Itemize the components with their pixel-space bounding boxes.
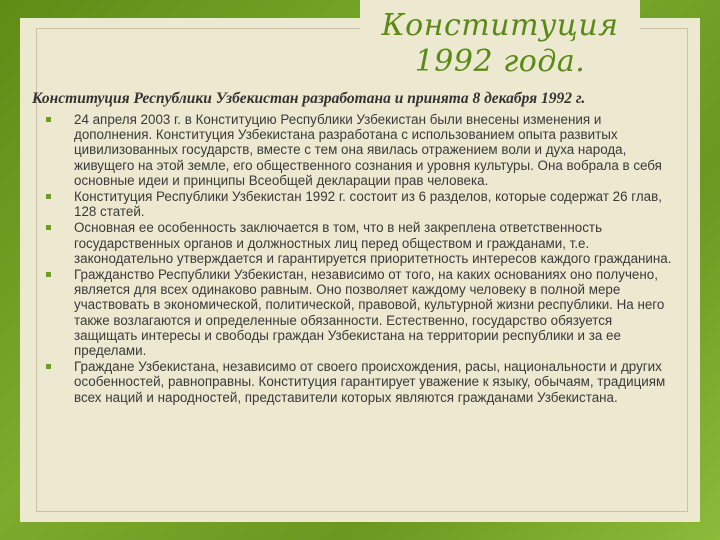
list-item-text: 24 апреля 2003 г. в Конституцию Республики Узбекистан были внесены изменения и дополнения. Конституция Узбекистана разработана с использованием опыта развитых цивилизованных государств, вместе с тем она явилась отражением воли и духа народа, живущего на этой земле, его общественного сознания и уровня культуры. Она вобрала в себя основные идеи и принципы Всеобщей декларации прав человека. [74,112,662,188]
title-box [360,0,640,88]
slide-title-line-2: 1992 года. [414,44,586,79]
list-item [40,189,672,219]
list-item [40,220,672,266]
list-item [40,267,672,358]
list-item-text: Граждане Узбекистана, независимо от своего происхождения, расы, национальности и других особенностей, равноправны. Конституция гарантирует уважение к языку, обычаям, традициям всех наций и народностей, представители которых являются гражданами Узбекистана. [74,359,666,405]
bullet-square-icon [46,272,51,277]
list-item-text: Гражданство Республики Узбекистан, независимо от того, на каких основаниях оно получено, является для всех одинаково равным. Оно позволяет каждому человеку в полной мере участвовать в экономической, политической, правовой, культурной жизни республики. На него также возлагаются и определенные обязанности. Естественно, государство обязуется защищать интересы и свободы граждан Узбекистана на территории республики и за ее пределами. [74,267,665,359]
list-item-text: Конституция Республики Узбекистан 1992 г. состоит из 6 разделов, которые содержат 26 глав, 128 статей. [74,189,662,220]
list-item [40,112,672,188]
list-item [40,359,672,405]
slide-title-line-1: Конституция [381,8,619,43]
bullet-square-icon [46,117,51,122]
bullet-list [40,112,672,406]
bullet-square-icon [46,225,51,230]
list-item-text: Основная ее особенность заключается в том, что в ней закреплена ответственность государственных органов и должностных лиц перед обществом и гражданами, т.е. законодательно утверждается и гарантируется приоритетность интересов каждого гражданина. [74,220,672,266]
slide-subtitle: Конституция Республики Узбекистан разработана и принята 8 декабря 1992 г. [32,90,586,107]
bullet-square-icon [46,364,51,369]
bullet-square-icon [46,194,51,199]
